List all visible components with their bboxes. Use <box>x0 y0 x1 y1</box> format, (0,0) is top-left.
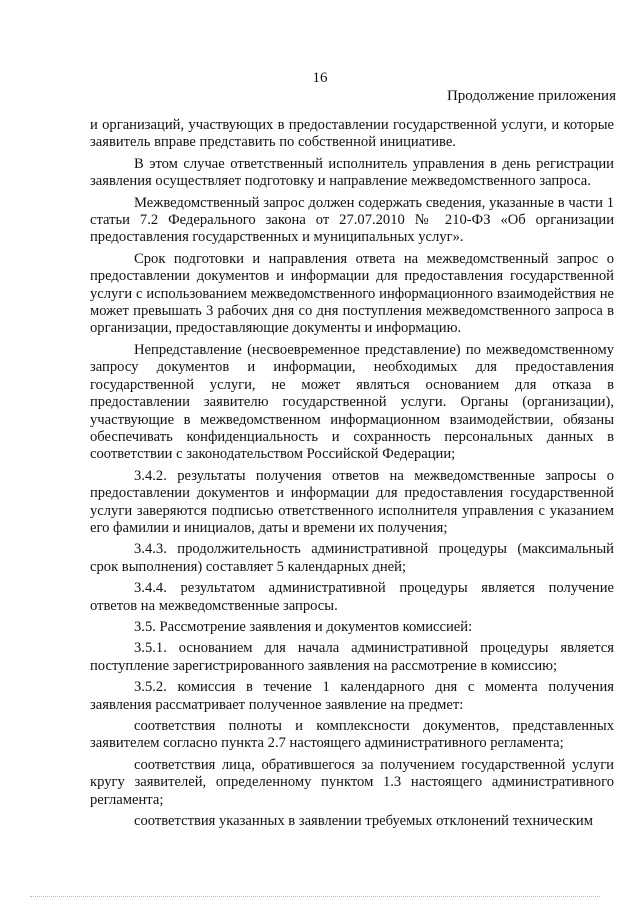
paragraph: Срок подготовки и направления ответа на межведомственный запрос о предоставлении документов и информации для предоставления государственной услуги с использованием межведомственного информационного взаимодействия не может превышать 3 рабочих дня со дня поступления межведомственного запроса в организации, предоставляющие документы и информацию. <box>90 250 614 337</box>
continuation-label: Продолжение приложения <box>446 88 616 104</box>
paragraph: 3.5.2. комиссия в течение 1 календарного дня с момента получения заявления рассматривает полученное заявление на предмет: <box>90 679 614 713</box>
paragraph: 3.5.1. основанием для начала административной процедуры является поступление зарегистрированного заявления на рассмотрение в комиссию; <box>90 640 614 674</box>
paragraph: соответствия полноты и комплексности документов, представленных заявителем согласно пункта 2.7 настоящего административного регламента; <box>90 718 614 752</box>
paragraph: Межведомственный запрос должен содержать сведения, указанные в части 1 статьи 7.2 Федерального закона от 27.07.2010 № 210-ФЗ «Об организации предоставления государственных и муниципальных услуг». <box>90 194 614 246</box>
document-body <box>90 117 614 834</box>
paragraph: 3.4.3. продолжительность административной процедуры (максимальный срок выполнения) составляет 5 календарных дней; <box>90 541 614 575</box>
paragraph: соответствия указанных в заявлении требуемых отклонений техническим <box>134 813 593 830</box>
scan-bottom-edge <box>30 896 600 899</box>
paragraph: и организаций, участвующих в предоставлении государственной услуги, и которые заявитель вправе представить по собственной инициативе. <box>90 117 614 151</box>
paragraph: Непредставление (несвоевременное представление) по межведомственному запросу документов и информации, необходимых для предоставления государственной услуги, не может являться основанием для отказа в предоставлении заявителю государственной услуги. Органы (организации), участвующие в межведомственном информационном взаимодействии, обязаны обеспечивать конфиденциальность и сохранность персональных данных в соответствии с законодательством Российской Федерации; <box>90 341 614 463</box>
page-number: 16 <box>312 70 328 86</box>
paragraph: соответствия лица, обратившегося за получением государственной услуги кругу заявителей, определенному пунктом 1.3 настоящего административного регламента; <box>90 756 614 808</box>
paragraph: В этом случае ответственный исполнитель управления в день регистрации заявления осуществляет подготовку и направление межведомственного запроса. <box>90 155 614 190</box>
paragraph: 3.5. Рассмотрение заявления и документов комиссией: <box>134 618 473 635</box>
paragraph: 3.4.4. результатом административной процедуры является получение ответов на межведомственные запросы. <box>90 580 614 614</box>
paragraph: 3.4.2. результаты получения ответов на межведомственные запросы о предоставлении документов и информации для предоставления государственной услуги заверяются подписью ответственного исполнителя управления с указанием его фамилии и инициалов, даты и времени их получения; <box>90 467 614 536</box>
